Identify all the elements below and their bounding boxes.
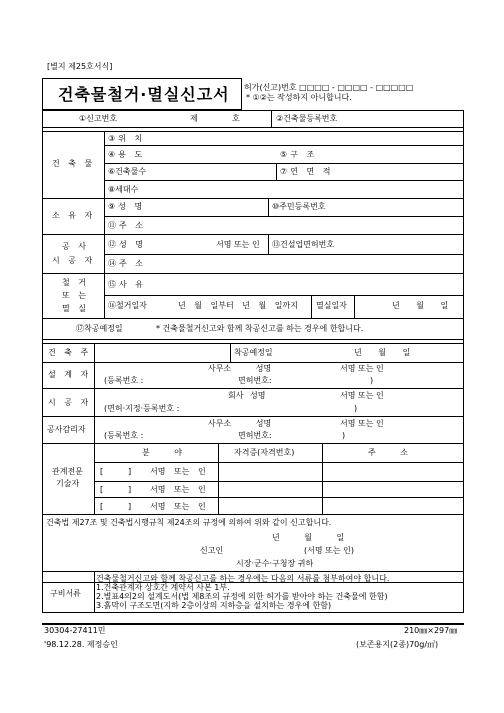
builder-reg-label: (면허·지정·등록번호 : xyxy=(104,404,180,413)
footer-paper: (보존용지(2종)70g/㎡) xyxy=(356,640,439,649)
builder-company-line: 회사 성명 xyxy=(228,391,266,400)
designer-close-paren: ) xyxy=(370,376,374,385)
form-number-label: [별지 제25호서식] xyxy=(47,62,113,71)
engineer-label-2: 기술자 xyxy=(56,479,80,488)
engineer-row-2-sign: 서명 또는 인 xyxy=(150,485,206,494)
docs-line-1: 1.건축관계자 상호간 계약서 사본 1부. xyxy=(96,583,230,592)
demolition-period: 년 월 일부터 년 월 일까지 xyxy=(178,301,298,310)
resident-number-label: ⑩주민등록번호 xyxy=(272,202,326,211)
reporter-label: 신고인 xyxy=(200,546,224,555)
fill-note: * ①②는 작성하지 아니합니다. xyxy=(246,93,352,102)
footer-approval-date: '98.12.28. 제정승인 xyxy=(44,640,118,649)
docs-label: 구비서류 xyxy=(50,589,81,598)
floor-area-label: ⑦연 면 적 xyxy=(280,167,334,176)
builder-close-paren: ) xyxy=(354,404,358,413)
engineer-field-header: 분 야 xyxy=(142,448,185,457)
ho-label: 호 xyxy=(232,114,240,123)
legal-statement: 건축법 제27조 및 건축법시행규칙 제24조의 규정에 의하여 위와 같이 신고합니다. xyxy=(46,518,332,527)
engineer-row-1-bracket-left: [ xyxy=(100,467,104,476)
start-date-note: * 건축물철거신고와 함께 착공신고를 하는 경우에 한합니다. xyxy=(156,324,364,333)
use-label: ④용 도 xyxy=(108,150,146,159)
owner-name-label: ⑨성 명 xyxy=(108,202,146,211)
demolition-label-2: 또 는 xyxy=(62,291,89,300)
supervisor-close-paren: ) xyxy=(342,431,346,440)
supervisor-sign: 서명 또는 인 xyxy=(340,419,384,428)
contractor-sign: 서명 또는 인 xyxy=(216,240,260,249)
contractor-name-label: ⑫성 명 xyxy=(108,240,146,249)
supervisor-office-line: 사무소 성명 xyxy=(208,419,272,428)
engineer-row-2-bracket-left: [ xyxy=(100,485,104,494)
engineer-row-1-bracket-right: ] xyxy=(128,467,132,476)
engineer-cert-header: 자격증(자격번호) xyxy=(234,448,295,457)
demolition-label-3: 멸 실 xyxy=(62,304,89,313)
client-start-ymd: 년 월 일 xyxy=(354,348,411,357)
designer-reg-label: (등록번호 : xyxy=(104,376,144,385)
demolition-label-1: 철 거 xyxy=(62,278,89,287)
contractor-label-1: 공 사 xyxy=(62,242,89,251)
engineer-row-3-bracket-left: [ xyxy=(100,502,104,511)
supervisor-label: 공사감리자 xyxy=(47,425,86,434)
registration-number-label: ②건축물등록번호 xyxy=(276,114,338,123)
location-label: ③위 치 xyxy=(108,134,146,143)
contractor-label-2: 시 공 자 xyxy=(52,256,96,265)
builder-label: 시 공 자 xyxy=(48,398,92,407)
designer-sign: 서명 또는 인 xyxy=(340,364,384,373)
addressee: 시장·군수·구청장 귀하 xyxy=(236,559,314,568)
footer-size: 210㎜×297㎜ xyxy=(404,626,458,635)
engineer-row-3-sign: 서명 또는 인 xyxy=(150,502,206,511)
supervisor-reg-label: (등록번호 : xyxy=(104,431,144,440)
demolition-date-label: ⑯철거일자 xyxy=(108,301,147,310)
report-date: 년 월 일 xyxy=(272,533,345,542)
client-label: 건 축 주 xyxy=(48,348,92,357)
page-title: 건축물철거·멸실신고서 xyxy=(58,85,230,104)
lost-date-label: 멸실일자 xyxy=(316,301,347,310)
designer-office-line: 사무소 성명 xyxy=(208,364,272,373)
engineer-row-2-bracket-right: ] xyxy=(128,485,132,494)
builder-sign: 서명 또는 인 xyxy=(340,391,384,400)
start-date-label: ⑰착공예정일 xyxy=(76,324,123,333)
designer-license-label: 면허번호: xyxy=(238,376,272,385)
footer-code: 30304-27411민 xyxy=(44,626,106,635)
reporter-sign: (서명 또는 인) xyxy=(304,546,354,555)
docs-line-0: 건축물철거신고와 함께 착공신고를 하는 경우에는 다음의 서류를 첨부하여야 합니다. xyxy=(96,574,390,583)
je-label: 제 xyxy=(190,114,198,123)
building-count-label: ⑥건축물수 xyxy=(108,167,147,176)
lost-date-ymd: 년 월 일 xyxy=(392,301,449,310)
contractor-address-label: ⑭주 소 xyxy=(108,259,146,268)
households-label: ⑧세대수 xyxy=(108,185,139,194)
designer-label: 설 계 자 xyxy=(48,370,92,379)
supervisor-license-label: 면허번호: xyxy=(238,431,272,440)
engineer-address-header: 주 소 xyxy=(368,448,411,457)
owner-address-label: ⑪주 소 xyxy=(108,221,146,230)
building-label: 건 축 물 xyxy=(52,159,96,168)
docs-line-2: 2.별표4의2의 설계도서(법 제8조의 규정에 의한 허가를 받아야 하는 건축물에 한함) xyxy=(96,592,388,601)
permit-number: 허가(신고)번호 □□□□ - □□□□ - □□□□□ xyxy=(244,83,414,92)
engineer-label-1: 관계전문 xyxy=(52,467,83,476)
engineer-row-3-bracket-right: ] xyxy=(128,502,132,511)
construction-license-label: ⑬건설업면허번호 xyxy=(272,240,335,249)
report-number-label: ①신고번호 xyxy=(79,114,118,123)
docs-line-3: 3.흙막이 구조도면(지하 2층이상의 지하층을 설치하는 경우에 한함) xyxy=(96,601,332,610)
engineer-row-1-sign: 서명 또는 인 xyxy=(150,467,206,476)
structure-label: ⑤구 조 xyxy=(280,150,318,159)
owner-label: 소 유 자 xyxy=(52,211,96,220)
reason-label: ⑮사 유 xyxy=(108,280,146,289)
client-start-date-label: 착공예정일 xyxy=(234,348,273,357)
